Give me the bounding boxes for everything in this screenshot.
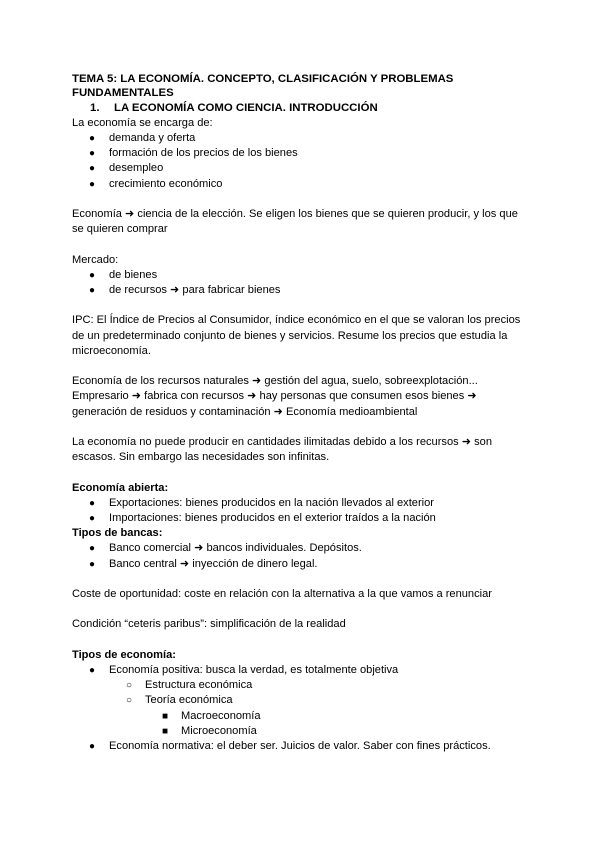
circle-bullet-icon: ○	[126, 680, 133, 692]
list-item: ● desempleo	[72, 161, 532, 176]
circle-bullet-icon: ○	[126, 695, 133, 707]
bullet-icon: ●	[89, 664, 96, 676]
bullet-icon: ●	[89, 741, 96, 752]
intro-list	[72, 131, 532, 192]
definition-paragraph: Economía ➜ ciencia de la elección. Se eligen los bienes que se quieren producir, y los que se quieren comprar	[72, 208, 518, 236]
list-item: ○ Estructura económica	[72, 678, 532, 693]
bullet-icon: ●	[89, 148, 96, 160]
recursos-paragraph: Economía de los recursos naturales ➜ gestión del agua, suelo, sobreexplotación... Empresario ➜ fabrica con recursos ➜ hay personas que consumen esos bienes ➜ generación de residuos y contaminación ➜ Economía medioambiental	[72, 375, 478, 418]
list-item: ● formación de los precios de los bienes	[72, 146, 532, 161]
list-item: ● de bienes	[72, 268, 532, 283]
bullet-icon: ●	[89, 163, 96, 175]
list-item: ● Banco central ➜ inyección de dinero legal.	[72, 557, 532, 572]
list-item: ● crecimiento económico	[72, 177, 532, 192]
mercado-list	[72, 268, 532, 298]
document-title	[72, 72, 532, 101]
bancas-list	[72, 541, 532, 571]
coste-paragraph: Coste de oportunidad: coste en relación con la alternativa a la que vamos a renunciar	[72, 588, 492, 600]
document-body	[72, 72, 532, 754]
square-bullet-icon: ■	[162, 725, 169, 737]
ipc-paragraph: IPC: El Índice de Precios al Consumidor, índice económico en el que se valoran los precios de un predeterminado conjunto de bienes y servicios. Resume los precios que estudia la microeconomía.	[72, 314, 521, 357]
bullet-icon: ●	[89, 269, 96, 281]
section-heading	[90, 101, 532, 116]
tipos-heading: Tipos de economía:	[72, 648, 176, 661]
list-item: ■ Macroeconomía	[72, 709, 532, 724]
ceteris-paragraph: Condición “ceteris paribus”: simplificación de la realidad	[72, 618, 346, 631]
bullet-icon: ●	[89, 133, 96, 145]
bullet-icon: ●	[89, 497, 96, 509]
bullet-icon: ●	[89, 543, 96, 555]
escasez-paragraph: La economía no puede producir en cantidades ilimitadas debido a los recursos ➜ son escasos. Sin embargo las necesidades son infinitas.	[72, 436, 493, 464]
bullet-icon: ●	[89, 558, 96, 570]
bancas-heading: Tipos de bancas:	[72, 527, 163, 540]
tipos-list	[72, 663, 532, 754]
list-item: ● Exportaciones: bienes producidos en la nación llevados al exterior	[72, 496, 532, 511]
abierta-heading: Economía abierta:	[72, 481, 169, 494]
list-item: ● Economía positiva: busca la verdad, es totalmente objetiva	[72, 663, 532, 678]
list-item: ● demanda y oferta	[72, 131, 532, 146]
title-line-2: FUNDAMENTALES	[72, 87, 174, 100]
title-line-1: TEMA 5: LA ECONOMÍA. CONCEPTO, CLASIFICACIÓN Y PROBLEMAS	[72, 73, 454, 85]
abierta-list	[72, 496, 532, 526]
list-item: ■ Microeconomía	[72, 724, 532, 739]
list-item: ● Banco comercial ➜ bancos individuales. Depósitos.	[72, 541, 532, 556]
list-item: ● de recursos ➜ para fabricar bienes	[72, 283, 532, 298]
list-item: ● Importaciones: bienes producidos en el exterior traídos a la nación	[72, 511, 532, 526]
bullet-icon: ●	[89, 178, 96, 190]
section-number: 1.	[90, 101, 100, 114]
bullet-icon: ●	[89, 285, 96, 297]
mercado-label: Mercado:	[72, 253, 119, 266]
section-title: LA ECONOMÍA COMO CIENCIA. INTRODUCCIÓN	[114, 101, 378, 114]
bullet-icon: ●	[89, 513, 96, 524]
list-item: ○ Teoría económica	[72, 693, 532, 708]
intro-text: La economía se encarga de:	[72, 116, 213, 129]
square-bullet-icon: ■	[162, 710, 169, 722]
list-item: ● Economía normativa: el deber ser. Juicios de valor. Saber con fines prácticos.	[72, 739, 532, 754]
